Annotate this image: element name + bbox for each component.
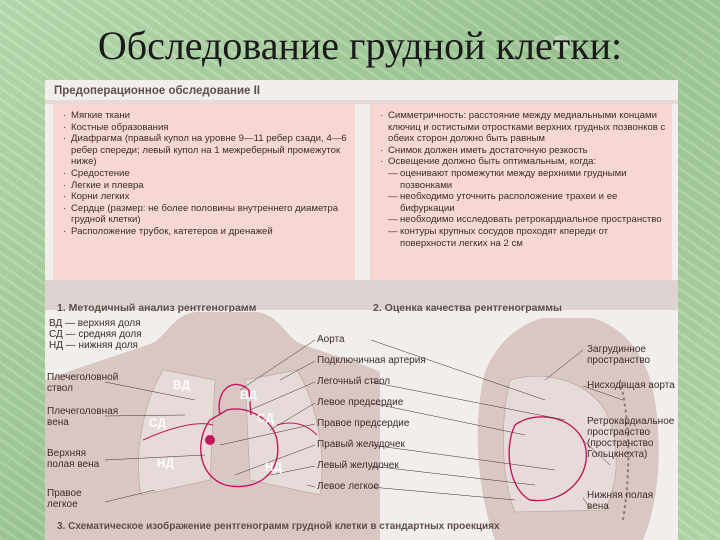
sub-list-item: — контуры крупных сосудов проходят кпереди от поверхности легких на 2 см: [388, 225, 609, 249]
list-item: · Расположение трубок, катетеров и дренажей: [63, 225, 273, 237]
zone-lower-left: НД: [265, 462, 283, 474]
list-item: · Сердце (размер: не более половины внутреннего диаметра грудной клетки): [63, 202, 339, 226]
sub-list-item: — оценивают промежутки между верхними грудными позвонками: [388, 167, 627, 191]
zone-lower-right: НД: [157, 458, 175, 470]
lobe-legend: ВД — верхняя доля СД — средняя доля НД — нижняя доля: [49, 318, 142, 351]
list-item: · Снимок должен иметь достаточную резкость: [380, 144, 588, 156]
slide-title: Обследование грудной клетки:: [97, 23, 623, 68]
list-item: · Симметричность: расстояние между медиальными концами ключиц и остистыми отростками верхних грудных позвонков с обеих сторон должно быть равным: [380, 110, 666, 145]
list-item: · Костные образования: [63, 121, 169, 133]
zone-middle-right: СД: [149, 418, 167, 430]
figure-panel: [45, 80, 678, 540]
chest-xray-schematic: [45, 80, 678, 540]
caption-3: 3. Схематическое изображение рентгенограмм грудной клетки в стандартных проекциях: [57, 521, 500, 532]
label-retrocardiac-space: Ретрокардиальное пространство (пространство Гольцкнехта): [587, 416, 675, 460]
panel-header: Предоперационное обследование II: [54, 85, 261, 97]
label-brachiocephalic-vein: Плечеголовная вена: [47, 406, 119, 428]
zone-upper-right: ВД: [173, 380, 191, 392]
caption-2: 2. Оценка качества рентгенограммы: [373, 302, 563, 314]
list-item: · Освещение должно быть оптимальным, когда:: [380, 156, 597, 168]
label-superior-vena-cava: Верхняя полая вена: [47, 448, 100, 470]
label-left-atrium: Левое предсердие: [317, 397, 404, 408]
list-item: · Диафрагма (правый купол на уровне 9—11 ребер сзади, 4—6 ребер спереди; левый купол на 1 межреберный промежуток ниже): [63, 133, 347, 168]
sub-list-item: — необходимо исследовать ретрокардиальное пространство: [388, 214, 662, 226]
list-item: · Средостение: [63, 167, 130, 179]
caption-1: 1. Методичный анализ рентгенограмм: [57, 302, 257, 314]
label-retrosternal-space: Загрудинное пространство: [587, 344, 651, 366]
label-left-lung: Левое легкое: [317, 481, 379, 492]
list-item: · Мягкие ткани: [63, 110, 131, 121]
list-item: · Корни легких: [63, 191, 130, 203]
label-pulmonary-trunk: Легочный ствол: [317, 376, 391, 387]
label-descending-aorta: Нисходящая аорта: [587, 380, 675, 391]
label-right-atrium: Правое предсердие: [317, 418, 410, 429]
label-inferior-vena-cava: Нижняя полая вена: [587, 490, 654, 512]
label-right-lung: Правое легкое: [47, 488, 82, 510]
sub-list-item: — необходимо уточнить расположение трахеи и ее бифуркации: [388, 191, 618, 214]
label-right-ventricle: Правый желудочек: [317, 439, 405, 450]
label-subclavian-artery: Подключичная артерия: [317, 355, 426, 366]
zone-middle-left: СД: [257, 413, 275, 425]
list-item: · Легкие и плевра: [63, 179, 144, 191]
label-brachiocephalic-trunk: Плечеголовной ствол: [47, 372, 119, 394]
hilum-dot: [205, 435, 215, 445]
zone-upper-left: ВД: [240, 390, 258, 402]
label-left-ventricle: Левый желудочек: [317, 460, 399, 471]
label-aorta: Аорта: [317, 334, 345, 345]
